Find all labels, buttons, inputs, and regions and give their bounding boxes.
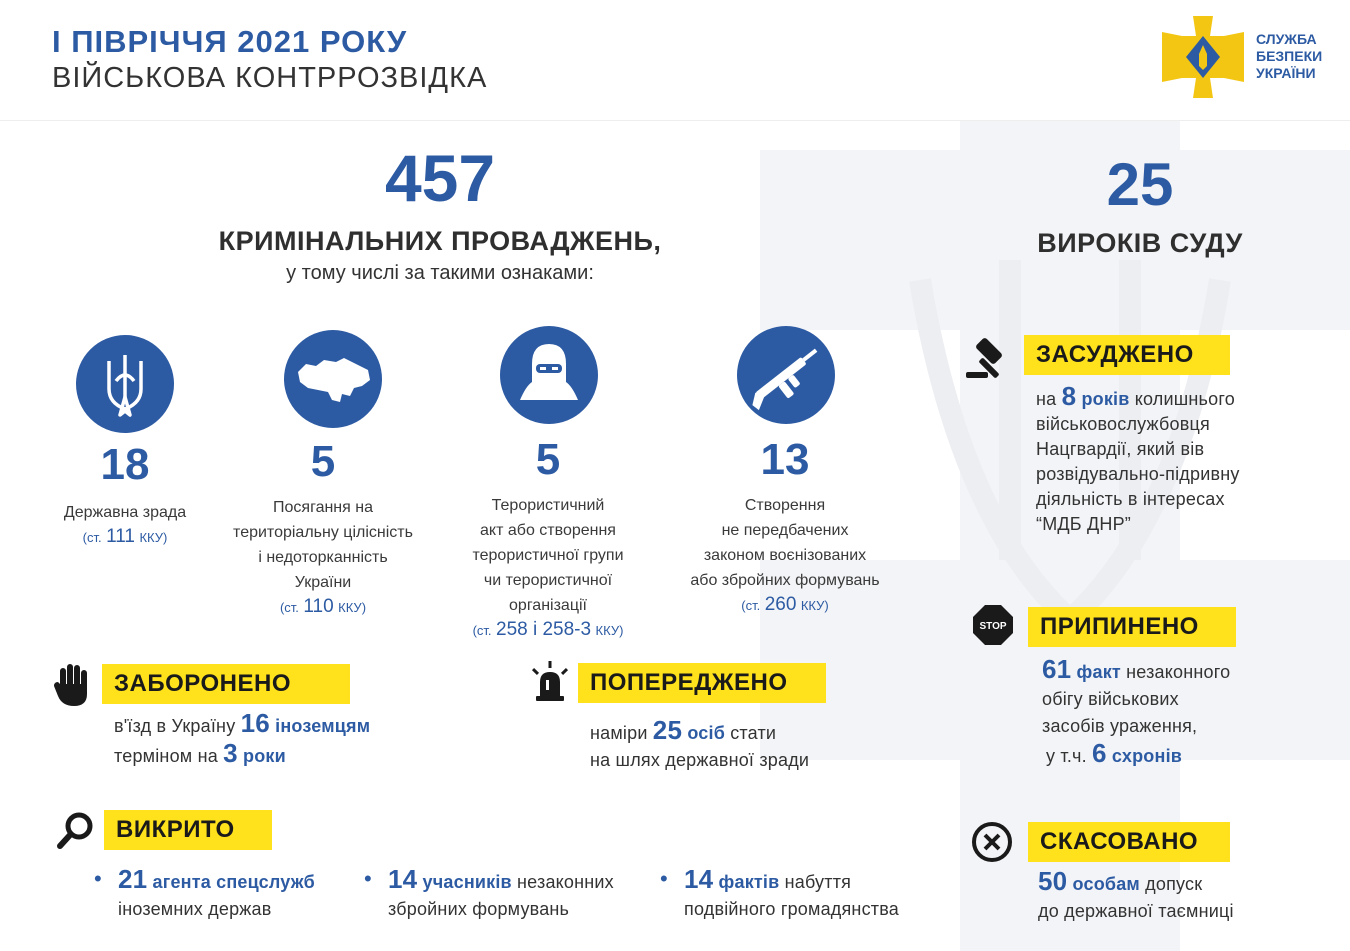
- trident-icon: [76, 335, 174, 433]
- svg-text:STOP: STOP: [979, 621, 1007, 632]
- siren-icon: [530, 660, 570, 702]
- warned-text: наміри 25 осіб стати на шлях державної зради: [590, 715, 810, 770]
- cancelled-text: 50 особам допуск до державної таємниці: [1038, 866, 1234, 921]
- stop-sign-icon: [972, 604, 1014, 646]
- verdicts-title: ВИРОКІВ СУДУ: [1037, 228, 1243, 258]
- banned-text: в'їзд в Україну 16 іноземцям терміном на 3 роки: [114, 708, 371, 768]
- verdicts-total: 25: [1106, 151, 1174, 218]
- category-circle-treason: [76, 335, 174, 433]
- category-count-terrorism: 5: [535, 435, 561, 484]
- category-circle-paramilitary: [737, 326, 835, 424]
- warned-label: ПОПЕРЕДЖЕНО: [578, 663, 826, 703]
- category-desc-integrity: Посягання на територіальну цілісність і недоторканність України: [233, 499, 413, 591]
- exposed-item-citizenship: 14 фактів набуття подвійного громадянства: [684, 864, 899, 919]
- category-ref-terrorism: (ст. 258 і 258-3 ККУ): [472, 619, 624, 640]
- banned-label: ЗАБОРОНЕНО: [102, 664, 350, 704]
- category-circle-terrorism: [500, 326, 598, 424]
- exposed-label: ВИКРИТО: [104, 810, 272, 850]
- magnifier-icon: [56, 810, 96, 850]
- gavel-icon: [964, 332, 1016, 382]
- exposed-bullet-3: •: [660, 866, 668, 891]
- exposed-item-members: 14 учасників незаконних збройних формувань: [388, 864, 614, 919]
- sbu-logo-text: СЛУЖБА БЕЗПЕКИ УКРАЇНИ: [1256, 31, 1323, 81]
- category-ref-integrity: (ст. 110 ККУ): [279, 596, 367, 617]
- stopped-text: 61 факт незаконного обігу військових засобів ураження, у т.ч. 6 схронів: [1042, 654, 1231, 768]
- category-desc-treason: Державна зрада: [63, 504, 187, 521]
- category-count-paramilitary: 13: [760, 435, 810, 484]
- category-count-treason: 18: [100, 440, 150, 489]
- category-ref-paramilitary: (ст. 260 ККУ): [741, 594, 829, 615]
- convicted-label: ЗАСУДЖЕНО: [1024, 335, 1230, 375]
- header-bar: [0, 0, 1350, 121]
- category-desc-terrorism: Терористичний акт або створення терористичної групи чи терористичної організації: [472, 497, 624, 614]
- criminal-total: 457: [384, 141, 496, 215]
- exposed-bullet-2: •: [364, 866, 372, 891]
- category-ref-treason: (ст. 111 ККУ): [82, 526, 168, 547]
- stopped-label: ПРИПИНЕНО: [1028, 607, 1236, 647]
- criminal-subtitle: у тому числі за такими ознаками:: [286, 262, 594, 284]
- category-desc-paramilitary: Створення не передбачених законом воєнізованих або збройних формувань: [690, 497, 880, 589]
- cancelled-label: СКАСОВАНО: [1028, 822, 1230, 862]
- rifle-icon: [737, 326, 835, 424]
- criminal-title: КРИМІНАЛЬНИХ ПРОВАДЖЕНЬ,: [218, 226, 662, 256]
- exposed-bullet-1: •: [94, 866, 102, 891]
- category-count-integrity: 5: [310, 437, 336, 486]
- cancel-x-icon: [970, 820, 1014, 864]
- ukraine-map-icon: [284, 330, 382, 428]
- page-subtitle: ВІЙСЬКОВА КОНТРРОЗВІДКА: [52, 62, 488, 94]
- page-title: І ПІВРІЧЧЯ 2021 РОКУ: [52, 24, 408, 59]
- masked-terrorist-icon: [500, 326, 598, 424]
- convicted-text: на 8 років колишнього військовослужбовця Нацгвардії, який вів розвідувально-підривну діяльність в інтересах “МДБ ДНР”: [1036, 381, 1240, 534]
- category-circle-integrity: [284, 330, 382, 428]
- sbu-logo-icon: [1160, 14, 1246, 100]
- exposed-item-agents: 21 агента спецслужб іноземних держав: [118, 864, 315, 919]
- stop-hand-icon: [52, 662, 94, 708]
